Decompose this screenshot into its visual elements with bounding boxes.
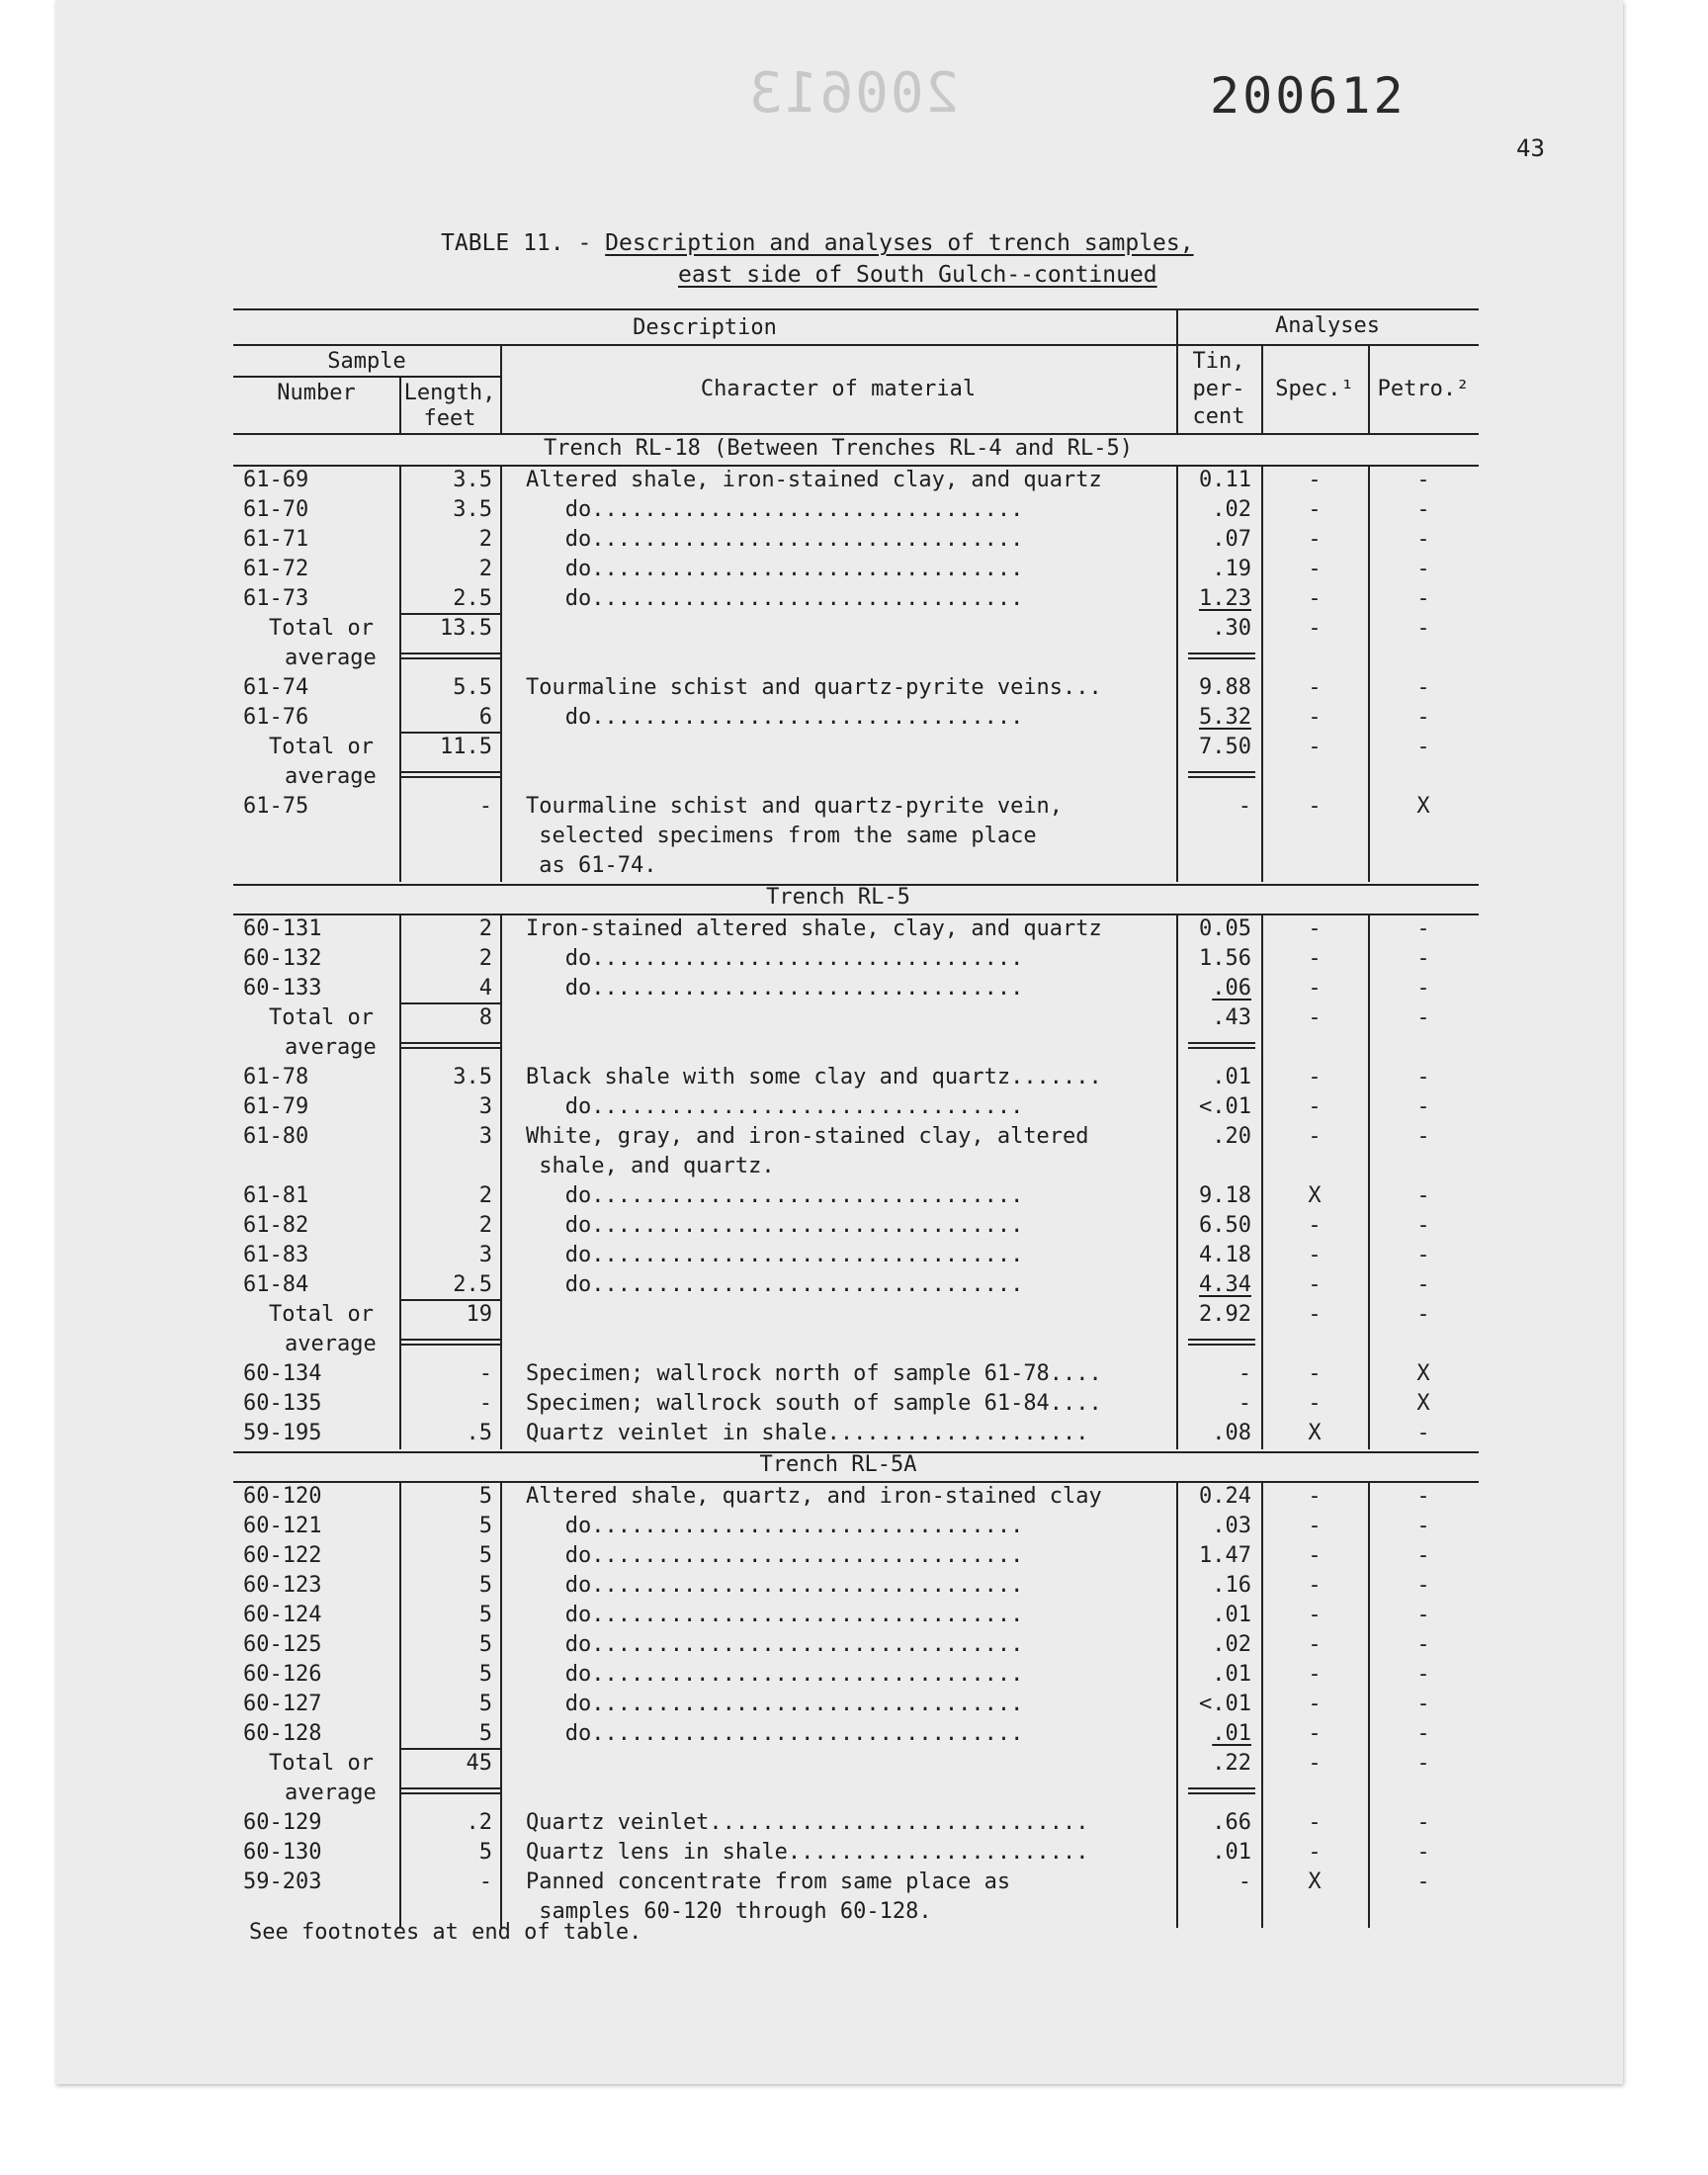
petro-analysis: - bbox=[1416, 1662, 1430, 1687]
total-label: Total or bbox=[269, 1302, 374, 1327]
sample-number: 60-126 bbox=[243, 1662, 322, 1687]
character-of-material: do................................. bbox=[526, 1662, 1024, 1687]
character-of-material: shale, and quartz. bbox=[526, 1154, 775, 1178]
character-of-material: do................................. bbox=[526, 946, 1024, 971]
tin-percent: 1.23 bbox=[1199, 586, 1251, 611]
spec-analysis: - bbox=[1308, 557, 1322, 581]
spec-analysis: - bbox=[1308, 1692, 1322, 1716]
sample-length: .2 bbox=[466, 1810, 492, 1835]
tin-percent: 6.50 bbox=[1199, 1213, 1251, 1238]
total-double-rule bbox=[399, 1792, 500, 1794]
column-divider bbox=[500, 467, 502, 882]
petro-analysis: - bbox=[1416, 976, 1430, 1000]
petro-analysis: - bbox=[1416, 1603, 1430, 1627]
petro-analysis: - bbox=[1416, 1751, 1430, 1776]
header-tin-2: per- bbox=[1192, 377, 1245, 401]
petro-analysis: - bbox=[1416, 1302, 1430, 1327]
sample-number: 60-132 bbox=[243, 946, 322, 971]
sample-length: - bbox=[478, 1870, 492, 1894]
total-double-rule bbox=[399, 776, 500, 778]
spec-analysis: - bbox=[1308, 1632, 1322, 1657]
spec-analysis: - bbox=[1308, 1302, 1322, 1327]
total-label: Total or bbox=[269, 735, 374, 759]
character-of-material: selected specimens from the same place bbox=[526, 824, 1037, 848]
sample-length: 5 bbox=[478, 1662, 492, 1687]
petro-analysis: - bbox=[1416, 1213, 1430, 1238]
spec-analysis: - bbox=[1308, 1543, 1322, 1568]
sample-number: 59-203 bbox=[243, 1870, 322, 1894]
sample-length: 11.5 bbox=[440, 735, 492, 759]
spec-analysis: X bbox=[1308, 1870, 1322, 1894]
header-petro: Petro.² bbox=[1377, 377, 1470, 401]
tin-percent: .43 bbox=[1212, 1005, 1251, 1030]
petro-analysis: - bbox=[1416, 1721, 1430, 1746]
page-stamp-number: 200612 bbox=[1210, 67, 1407, 125]
total-label-2: average bbox=[285, 1781, 377, 1805]
sample-length: 19 bbox=[466, 1302, 492, 1327]
total-label: Total or bbox=[269, 616, 374, 641]
sample-number: 60-122 bbox=[243, 1543, 322, 1568]
column-divider bbox=[1368, 467, 1370, 882]
column-divider bbox=[1261, 915, 1263, 1449]
sample-number: 61-79 bbox=[243, 1094, 309, 1119]
petro-analysis: - bbox=[1416, 1094, 1430, 1119]
sample-number: 60-129 bbox=[243, 1810, 322, 1835]
sample-length: 2 bbox=[478, 557, 492, 581]
spec-analysis: - bbox=[1308, 1603, 1322, 1627]
sample-number: 61-70 bbox=[243, 497, 309, 522]
tin-percent: 9.88 bbox=[1199, 675, 1251, 700]
tin-percent: .02 bbox=[1212, 497, 1251, 522]
spec-analysis: X bbox=[1308, 1421, 1322, 1445]
petro-analysis: - bbox=[1416, 1840, 1430, 1865]
character-of-material: Black shale with some clay and quartz....... bbox=[526, 1065, 1102, 1089]
spec-analysis: - bbox=[1308, 527, 1322, 552]
petro-analysis: - bbox=[1416, 468, 1430, 492]
sample-length: 13.5 bbox=[440, 616, 492, 641]
character-of-material: Tourmaline schist and quartz-pyrite veins... bbox=[526, 675, 1102, 700]
sample-length: 5 bbox=[478, 1543, 492, 1568]
header-analyses: Analyses bbox=[1275, 313, 1380, 338]
spec-analysis: - bbox=[1308, 586, 1322, 611]
header-length: Length, bbox=[403, 381, 496, 405]
spec-analysis: - bbox=[1308, 1573, 1322, 1598]
tin-percent: .02 bbox=[1212, 1632, 1251, 1657]
title-text-1: Description and analyses of trench samples, bbox=[605, 230, 1194, 256]
petro-analysis: - bbox=[1416, 1632, 1430, 1657]
spec-analysis: - bbox=[1308, 946, 1322, 971]
petro-analysis: - bbox=[1416, 1065, 1430, 1089]
sample-length: 5 bbox=[478, 1721, 492, 1746]
sample-number: 61-74 bbox=[243, 675, 309, 700]
total-label-2: average bbox=[285, 1332, 377, 1356]
total-label-2: average bbox=[285, 646, 377, 670]
character-of-material: Quartz veinlet in shale.................... bbox=[526, 1421, 1089, 1445]
petro-analysis: - bbox=[1416, 946, 1430, 971]
sample-number: 60-130 bbox=[243, 1840, 322, 1865]
petro-analysis: - bbox=[1416, 735, 1430, 759]
petro-analysis: - bbox=[1416, 497, 1430, 522]
total-double-rule bbox=[399, 1344, 500, 1346]
sample-length: 3.5 bbox=[453, 1065, 492, 1089]
tin-percent: .01 bbox=[1212, 1603, 1251, 1627]
tin-double-rule bbox=[1188, 1787, 1255, 1789]
sample-number: 59-195 bbox=[243, 1421, 322, 1445]
petro-analysis: - bbox=[1416, 1514, 1430, 1538]
sample-number: 61-71 bbox=[243, 527, 309, 552]
table-footnote: See footnotes at end of table. bbox=[249, 1920, 642, 1945]
sample-number: 60-128 bbox=[243, 1721, 322, 1746]
tin-double-rule bbox=[1188, 1344, 1255, 1346]
petro-analysis: - bbox=[1416, 1484, 1430, 1509]
sample-length: 5 bbox=[478, 1692, 492, 1716]
character-of-material: Tourmaline schist and quartz-pyrite vein, bbox=[526, 794, 1064, 819]
petro-analysis: - bbox=[1416, 1272, 1430, 1297]
column-divider bbox=[1176, 467, 1178, 882]
tin-percent: .22 bbox=[1212, 1751, 1251, 1776]
tin-percent: .66 bbox=[1212, 1810, 1251, 1835]
sample-number: 60-135 bbox=[243, 1391, 322, 1416]
spec-analysis: - bbox=[1308, 976, 1322, 1000]
petro-analysis: - bbox=[1416, 1183, 1430, 1208]
spec-analysis: - bbox=[1308, 705, 1322, 730]
header-tin-3: cent bbox=[1192, 404, 1245, 429]
total-label-2: average bbox=[285, 1035, 377, 1060]
tin-percent: .30 bbox=[1212, 616, 1251, 641]
spec-analysis: X bbox=[1308, 1183, 1322, 1208]
sample-number: 60-124 bbox=[243, 1603, 322, 1627]
tin-percent: .03 bbox=[1212, 1514, 1251, 1538]
spec-analysis: - bbox=[1308, 1005, 1322, 1030]
tin-percent: 0.05 bbox=[1199, 916, 1251, 941]
column-divider bbox=[1176, 915, 1178, 1449]
spec-analysis: - bbox=[1308, 497, 1322, 522]
sample-length: 4 bbox=[478, 976, 492, 1000]
sample-length: 8 bbox=[478, 1005, 492, 1030]
total-label-2: average bbox=[285, 764, 377, 789]
tin-percent: 9.18 bbox=[1199, 1183, 1251, 1208]
total-double-rule bbox=[399, 1339, 500, 1341]
sample-length: 2 bbox=[478, 1183, 492, 1208]
sample-length: 5 bbox=[478, 1603, 492, 1627]
sample-number: 60-120 bbox=[243, 1484, 322, 1509]
petro-analysis: - bbox=[1416, 1421, 1430, 1445]
sample-length: 2 bbox=[478, 916, 492, 941]
title-line-2 bbox=[441, 259, 1330, 291]
character-of-material: Iron-stained altered shale, clay, and quartz bbox=[526, 916, 1102, 941]
sample-length: 2.5 bbox=[453, 586, 492, 611]
tin-percent: .06 bbox=[1212, 976, 1251, 1000]
tin-percent: .08 bbox=[1212, 1421, 1251, 1445]
sample-number: 60-121 bbox=[243, 1514, 322, 1538]
header-rule-1 bbox=[233, 344, 1479, 346]
total-double-rule bbox=[399, 1042, 500, 1044]
petro-analysis: - bbox=[1416, 1810, 1430, 1835]
character-of-material: do................................. bbox=[526, 586, 1024, 611]
sample-length: .5 bbox=[466, 1421, 492, 1445]
petro-analysis: - bbox=[1416, 1870, 1430, 1894]
character-of-material: do................................. bbox=[526, 1183, 1024, 1208]
character-of-material: Quartz veinlet............................. bbox=[526, 1810, 1089, 1835]
spec-analysis: - bbox=[1308, 735, 1322, 759]
sample-length: 2.5 bbox=[453, 1272, 492, 1297]
character-of-material: do................................. bbox=[526, 1632, 1024, 1657]
sample-length: 3.5 bbox=[453, 497, 492, 522]
sample-length: - bbox=[478, 794, 492, 819]
petro-analysis: - bbox=[1416, 1692, 1430, 1716]
sample-number: 61-69 bbox=[243, 468, 309, 492]
tin-percent: <.01 bbox=[1199, 1094, 1251, 1119]
tin-double-rule bbox=[1188, 652, 1255, 654]
petro-analysis: - bbox=[1416, 527, 1430, 552]
tin-percent: .01 bbox=[1212, 1721, 1251, 1746]
tin-percent: 5.32 bbox=[1199, 705, 1251, 730]
column-divider bbox=[1176, 1483, 1178, 1928]
spec-analysis: - bbox=[1308, 1213, 1322, 1238]
tin-percent: 7.50 bbox=[1199, 735, 1251, 759]
spec-analysis: - bbox=[1308, 1065, 1322, 1089]
spec-analysis: - bbox=[1308, 1272, 1322, 1297]
column-divider bbox=[1368, 915, 1370, 1449]
tin-percent: .19 bbox=[1212, 557, 1251, 581]
section-title: Trench RL-18 (Between Trenches RL-4 and RL-5) bbox=[543, 436, 1134, 461]
tin-percent: - bbox=[1238, 1391, 1251, 1416]
column-divider bbox=[399, 915, 401, 1449]
tin-double-rule bbox=[1188, 1792, 1255, 1794]
tin-double-rule bbox=[1188, 776, 1255, 778]
sample-rule bbox=[233, 376, 500, 378]
tin-percent: 1.56 bbox=[1199, 946, 1251, 971]
character-of-material: do................................. bbox=[526, 497, 1024, 522]
character-of-material: do................................. bbox=[526, 1543, 1024, 1568]
spec-analysis: - bbox=[1308, 1361, 1322, 1386]
tin-percent: <.01 bbox=[1199, 1692, 1251, 1716]
petro-analysis: - bbox=[1416, 1124, 1430, 1149]
column-divider bbox=[1261, 1483, 1263, 1928]
sample-number: 61-83 bbox=[243, 1243, 309, 1267]
ghost-stamp-number: 200613 bbox=[747, 61, 960, 126]
tin-percent: 2.92 bbox=[1199, 1302, 1251, 1327]
tin-percent: - bbox=[1238, 1361, 1251, 1386]
sample-length: 5 bbox=[478, 1484, 492, 1509]
character-of-material: do................................. bbox=[526, 1721, 1024, 1746]
petro-analysis: X bbox=[1416, 1391, 1430, 1416]
tin-percent: 0.24 bbox=[1199, 1484, 1251, 1509]
character-of-material: do................................. bbox=[526, 1603, 1024, 1627]
character-of-material: do................................. bbox=[526, 1272, 1024, 1297]
sample-number: 61-82 bbox=[243, 1213, 309, 1238]
tin-percent: 1.47 bbox=[1199, 1543, 1251, 1568]
total-double-rule bbox=[399, 1047, 500, 1049]
header-number: Number bbox=[277, 381, 356, 405]
tin-percent: .16 bbox=[1212, 1573, 1251, 1598]
sample-number: 60-134 bbox=[243, 1361, 322, 1386]
sample-number: 61-73 bbox=[243, 586, 309, 611]
sample-length: 2 bbox=[478, 1213, 492, 1238]
sample-number: 61-72 bbox=[243, 557, 309, 581]
petro-analysis: - bbox=[1416, 1243, 1430, 1267]
sample-length: 3 bbox=[478, 1094, 492, 1119]
section-title: Trench RL-5 bbox=[766, 885, 910, 910]
spec-analysis: - bbox=[1308, 794, 1322, 819]
sample-number: 61-81 bbox=[243, 1183, 309, 1208]
sample-length: 6 bbox=[478, 705, 492, 730]
tin-double-rule bbox=[1188, 657, 1255, 659]
column-divider bbox=[399, 467, 401, 882]
sample-number: 61-84 bbox=[243, 1272, 309, 1297]
tin-percent: .07 bbox=[1212, 527, 1251, 552]
character-of-material: Specimen; wallrock north of sample 61-78.... bbox=[526, 1361, 1102, 1386]
header-tin-1: Tin, bbox=[1192, 349, 1245, 374]
spec-analysis: - bbox=[1308, 1391, 1322, 1416]
title-line-1 bbox=[441, 227, 1330, 259]
column-divider bbox=[1261, 467, 1263, 882]
title-prefix: TABLE 11. - bbox=[441, 230, 606, 256]
petro-analysis: - bbox=[1416, 675, 1430, 700]
column-divider bbox=[1368, 1483, 1370, 1928]
total-double-rule bbox=[399, 657, 500, 659]
header-sample: Sample bbox=[327, 349, 406, 374]
character-of-material: do................................. bbox=[526, 705, 1024, 730]
sample-number: 60-123 bbox=[243, 1573, 322, 1598]
tin-percent: - bbox=[1238, 794, 1251, 819]
sample-length: 5 bbox=[478, 1573, 492, 1598]
character-of-material: as 61-74. bbox=[526, 853, 657, 878]
spec-analysis: - bbox=[1308, 916, 1322, 941]
total-label: Total or bbox=[269, 1005, 374, 1030]
spec-analysis: - bbox=[1308, 675, 1322, 700]
character-of-material: samples 60-120 through 60-128. bbox=[526, 1899, 932, 1924]
petro-analysis: - bbox=[1416, 586, 1430, 611]
tin-double-rule bbox=[1188, 1339, 1255, 1341]
tin-double-rule bbox=[1188, 1042, 1255, 1044]
sample-length: 5 bbox=[478, 1632, 492, 1657]
character-of-material: do................................. bbox=[526, 557, 1024, 581]
character-of-material: do................................. bbox=[526, 1094, 1024, 1119]
sample-number: 60-131 bbox=[243, 916, 322, 941]
column-divider bbox=[500, 1483, 502, 1928]
petro-analysis: - bbox=[1416, 1005, 1430, 1030]
character-of-material: do................................. bbox=[526, 527, 1024, 552]
character-of-material: do................................. bbox=[526, 1213, 1024, 1238]
tin-double-rule bbox=[1188, 771, 1255, 773]
header-feet: feet bbox=[423, 406, 476, 431]
sample-length: 3 bbox=[478, 1124, 492, 1149]
sample-number: 60-127 bbox=[243, 1692, 322, 1716]
table-top-rule bbox=[233, 308, 1479, 310]
total-double-rule bbox=[399, 1787, 500, 1789]
sample-length: - bbox=[478, 1391, 492, 1416]
sample-length: 5.5 bbox=[453, 675, 492, 700]
total-double-rule bbox=[399, 652, 500, 654]
tin-percent: .01 bbox=[1212, 1662, 1251, 1687]
sample-length: 5 bbox=[478, 1514, 492, 1538]
spec-analysis: - bbox=[1308, 1484, 1322, 1509]
spec-analysis: - bbox=[1308, 1721, 1322, 1746]
table-title bbox=[441, 227, 1330, 291]
character-of-material: do................................. bbox=[526, 1243, 1024, 1267]
sample-number: 60-133 bbox=[243, 976, 322, 1000]
sample-number: 60-125 bbox=[243, 1632, 322, 1657]
spec-analysis: - bbox=[1308, 616, 1322, 641]
tin-percent: 4.34 bbox=[1199, 1272, 1251, 1297]
tin-percent: .01 bbox=[1212, 1065, 1251, 1089]
header-description: Description bbox=[633, 315, 777, 340]
header-character: Character of material bbox=[700, 377, 977, 401]
sample-length: 2 bbox=[478, 527, 492, 552]
spec-analysis: - bbox=[1308, 1810, 1322, 1835]
petro-analysis: - bbox=[1416, 1573, 1430, 1598]
spec-analysis: - bbox=[1308, 1094, 1322, 1119]
total-label: Total or bbox=[269, 1751, 374, 1776]
tin-percent: 0.11 bbox=[1199, 468, 1251, 492]
column-divider bbox=[399, 1483, 401, 1928]
character-of-material: Altered shale, quartz, and iron-stained clay bbox=[526, 1484, 1102, 1509]
petro-analysis: X bbox=[1416, 794, 1430, 819]
character-of-material: do................................. bbox=[526, 1514, 1024, 1538]
character-of-material: Panned concentrate from same place as bbox=[526, 1870, 1011, 1894]
sample-length: 3 bbox=[478, 1243, 492, 1267]
sample-number: 61-76 bbox=[243, 705, 309, 730]
tin-percent: 4.18 bbox=[1199, 1243, 1251, 1267]
spec-analysis: - bbox=[1308, 468, 1322, 492]
spec-analysis: - bbox=[1308, 1243, 1322, 1267]
title-text-2: east side of South Gulch--continued bbox=[678, 262, 1157, 288]
petro-analysis: - bbox=[1416, 1543, 1430, 1568]
spec-analysis: - bbox=[1308, 1514, 1322, 1538]
character-of-material: Altered shale, iron-stained clay, and quartz bbox=[526, 468, 1102, 492]
sample-length: 3.5 bbox=[453, 468, 492, 492]
spec-analysis: - bbox=[1308, 1662, 1322, 1687]
total-double-rule bbox=[399, 771, 500, 773]
header-spec: Spec.¹ bbox=[1275, 377, 1354, 401]
section-title: Trench RL-5A bbox=[759, 1452, 917, 1477]
tin-percent: - bbox=[1238, 1870, 1251, 1894]
character-of-material: White, gray, and iron-stained clay, altered bbox=[526, 1124, 1089, 1149]
sample-number: 61-80 bbox=[243, 1124, 309, 1149]
trench-samples-table bbox=[233, 308, 1479, 1930]
character-of-material: do................................. bbox=[526, 976, 1024, 1000]
petro-analysis: - bbox=[1416, 916, 1430, 941]
tin-double-rule bbox=[1188, 1047, 1255, 1049]
tin-percent: .01 bbox=[1212, 1840, 1251, 1865]
sample-number: 61-75 bbox=[243, 794, 309, 819]
column-divider bbox=[500, 915, 502, 1449]
character-of-material: Quartz lens in shale....................... bbox=[526, 1840, 1089, 1865]
sample-length: - bbox=[478, 1361, 492, 1386]
page-number: 43 bbox=[1516, 134, 1545, 162]
sample-length: 45 bbox=[466, 1751, 492, 1776]
sample-length: 5 bbox=[478, 1840, 492, 1865]
spec-analysis: - bbox=[1308, 1751, 1322, 1776]
sample-length: 2 bbox=[478, 946, 492, 971]
petro-analysis: - bbox=[1416, 616, 1430, 641]
character-of-material: Specimen; wallrock south of sample 61-84.... bbox=[526, 1391, 1102, 1416]
spec-analysis: - bbox=[1308, 1840, 1322, 1865]
petro-analysis: - bbox=[1416, 705, 1430, 730]
petro-analysis: X bbox=[1416, 1361, 1430, 1386]
spec-analysis: - bbox=[1308, 1124, 1322, 1149]
character-of-material: do................................. bbox=[526, 1573, 1024, 1598]
sample-number: 61-78 bbox=[243, 1065, 309, 1089]
character-of-material: do................................. bbox=[526, 1692, 1024, 1716]
petro-analysis: - bbox=[1416, 557, 1430, 581]
tin-percent: .20 bbox=[1212, 1124, 1251, 1149]
